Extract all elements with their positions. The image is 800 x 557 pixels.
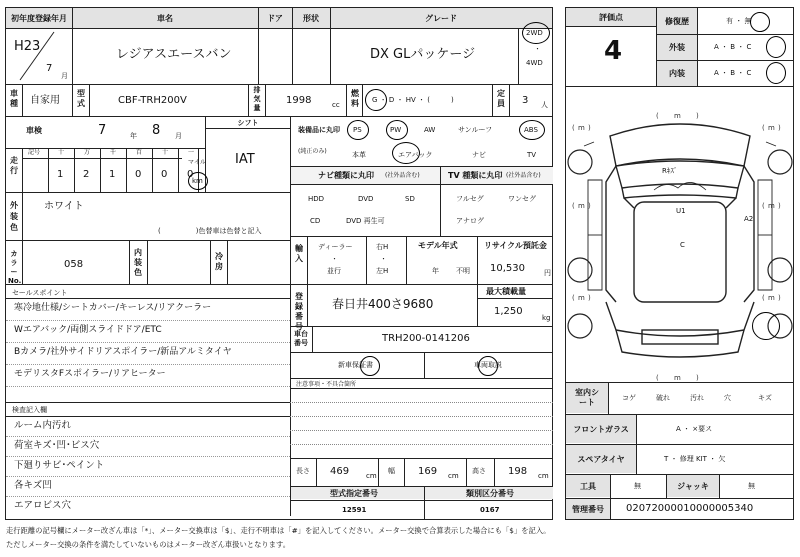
svg-text:(: ( (762, 124, 765, 132)
jack-label: ジャッキ (667, 475, 719, 497)
equip-aw: AW (424, 126, 436, 134)
mileage-digit: 0 (161, 169, 168, 180)
glass-value: A ・ ×要ス (676, 425, 713, 433)
mileage-header-cell: 十 (162, 149, 169, 156)
cc-unit: cc (332, 101, 340, 109)
eval-score: 4 (604, 36, 623, 66)
svg-text:m: m (578, 294, 585, 302)
inspector-item: 荷室キズ･凹･ビス穴 (14, 440, 100, 451)
svg-text:): ) (588, 294, 591, 302)
grade-value: DX GLパッケージ (370, 47, 476, 62)
inspector-rule (6, 476, 290, 477)
seat-label-text: 室内シート (575, 388, 599, 407)
mileage-divider (178, 148, 179, 192)
seat-option: 汚れ (690, 394, 704, 402)
import-right: 右H (376, 243, 389, 251)
max-load-label: 最大積載量 (486, 287, 526, 296)
mileage-divider (74, 148, 75, 192)
header-first-reg: 初年度登録年月 (6, 8, 72, 28)
tv-oneseg: ワンセグ (508, 195, 536, 203)
recycle-label: リサイクル預託金 (484, 241, 547, 250)
reg-date-slash (8, 28, 68, 84)
inspection-month: 8 (152, 123, 161, 138)
navi-cd: CD (310, 217, 321, 225)
notes-label: 注意事項・不具合箇所 (296, 381, 357, 388)
svg-text:(: ( (656, 374, 659, 382)
ac-label: 冷房 (215, 252, 223, 271)
import-dot-2: ・ (380, 255, 387, 263)
diagram-wheel-extra (752, 312, 780, 340)
inspector-item: ルーム内汚れ (14, 420, 72, 431)
sales-rule (6, 364, 290, 365)
equip-ps: PS (353, 126, 362, 134)
interior-color-label: 内装色 (134, 248, 142, 277)
exterior-value: ホワイト (44, 201, 84, 212)
seat-option: 破れ (656, 394, 670, 402)
sales-label: セールスポイント (12, 289, 68, 297)
mileage-digit: 1 (109, 169, 116, 180)
usage-label: 車種 (10, 89, 18, 108)
diagram-label-r: Rｷｽﾞ (662, 167, 678, 175)
notes-rule (290, 444, 553, 445)
inspector-rule (6, 496, 290, 497)
inspector-item: エアロビス穴 (14, 500, 72, 511)
equip-leather: 本革 (352, 151, 366, 159)
mileage-digit: 1 (57, 169, 64, 180)
cat-no-value: 0167 (480, 506, 500, 514)
fuel-options: G ・ D ・ HV ・ ( ) (372, 96, 454, 104)
repair-label: 修復歴 (657, 8, 697, 34)
usage-value: 自家用 (30, 95, 60, 106)
tv-label: TV 種類に丸印 (448, 171, 503, 180)
header-car-name: 車名 (72, 8, 258, 28)
type-no-value: 12591 (342, 506, 367, 514)
svg-text:(: ( (656, 112, 659, 120)
jack-value: 無 (748, 482, 755, 490)
displacement-value: 1998 (286, 95, 312, 106)
sales-rule (6, 320, 290, 321)
tools-value: 無 (634, 482, 641, 490)
cat-no-label: 類別区分番号 (466, 489, 514, 498)
svg-text:(: ( (762, 202, 765, 210)
seat-option: コゲ (622, 394, 636, 402)
glass-label: フロントガラス (566, 415, 636, 443)
mileage-digit: 0 (187, 169, 194, 180)
plate-value: 春日井400さ9680 (332, 297, 434, 311)
length-value: 469 (330, 466, 350, 477)
height-unit: cm (538, 472, 549, 480)
svg-text:): ) (696, 112, 699, 120)
equip-airbag: エアバック (398, 151, 433, 159)
import-left: 左H (376, 267, 389, 275)
int-c-circle (766, 62, 786, 84)
sales-rule (6, 386, 290, 387)
people-unit: 人 (541, 101, 548, 109)
svg-text:): ) (778, 124, 781, 132)
svg-text:): ) (588, 124, 591, 132)
import-parallel: 並行 (327, 267, 341, 275)
diagram-label-c: C (680, 241, 685, 249)
length-label: 長さ (296, 467, 310, 475)
repair-none-circle (750, 12, 770, 32)
int-options: A ・ B ・ C (714, 69, 752, 77)
disp-label: 排気量 (253, 86, 261, 112)
model-year-value: 不明 (456, 267, 470, 275)
width-unit: cm (448, 472, 459, 480)
car-name-value: レジアスエースバン (116, 47, 232, 62)
chassis-label: 車台番号 (294, 330, 308, 347)
svg-text:(: ( (762, 294, 765, 302)
inspector-item: 各キズ凹 (14, 480, 52, 491)
inspector-rule (6, 436, 290, 437)
mgmt-value: 02072000010000005340 (626, 503, 754, 514)
exterior-label: 外装色 (10, 201, 18, 232)
ext-options: A ・ B ・ C (714, 43, 752, 51)
equip-abs: ABS (524, 126, 538, 134)
recycle-value: 10,530 (490, 263, 525, 274)
mileage-header-cell: 記号 (28, 149, 41, 156)
mileage-header-cell: 千 (110, 149, 117, 156)
mileage-divider (100, 148, 101, 192)
model-year-unit: 年 (432, 267, 439, 275)
svg-text:m: m (674, 374, 681, 382)
navi-sub: (社外品含む) (385, 172, 420, 179)
model-value: CBF-TRH200V (118, 95, 187, 106)
tv-fullseg: フルセグ (456, 195, 484, 203)
mileage-label: 走行 (10, 156, 18, 175)
eval-label: 評価点 (566, 8, 656, 26)
mileage-header-cell: 一 (188, 149, 195, 156)
inspection-year: 7 (98, 123, 107, 138)
ext-label: 外装 (657, 34, 697, 60)
import-dot-1: ・ (331, 255, 338, 263)
svg-text:): ) (778, 202, 781, 210)
reg-month: 7 (46, 63, 53, 74)
svg-text:m: m (578, 124, 585, 132)
color-no-value: 058 (64, 259, 84, 270)
mile-label: マイル (188, 159, 206, 166)
capacity-label: 定員 (497, 89, 505, 108)
navi-dvd: DVD (358, 195, 374, 203)
chassis-value: TRH200-0141206 (382, 333, 470, 344)
seat-option: キズ (758, 394, 772, 402)
capacity-value: 3 (522, 95, 529, 106)
equip-tv: TV (527, 151, 537, 159)
max-load-value: 1,250 (494, 306, 523, 317)
mileage-digit: 2 (83, 169, 90, 180)
color-no-label: カラーNo. (8, 250, 22, 285)
notes-rule (290, 402, 553, 403)
drive-4wd: 4WD (526, 59, 543, 67)
ext-c-circle (766, 36, 786, 58)
spare-value: T ・ 修理 KIT ・ 欠 (664, 455, 726, 463)
header-grade: グレード (330, 8, 552, 28)
int-label: 内装 (657, 60, 697, 86)
notes-rule (290, 430, 553, 431)
navi-sd: SD (405, 195, 415, 203)
plate-label: 登録番号 (295, 292, 303, 331)
navi-label: ナビ種類に丸印 (318, 171, 374, 180)
inspector-label: 検査記入欄 (12, 406, 47, 414)
sales-point-item: モデリスタFスポイラー/リアヒーター (14, 369, 166, 379)
mileage-divider (152, 148, 153, 192)
height-value: 198 (508, 466, 528, 477)
svg-text:m: m (578, 202, 585, 210)
navi-dvd-play: DVD 再生可 (346, 217, 385, 225)
tools-label: 工具 (566, 475, 610, 497)
footer-line-2: ただしメーター交換の条件を満たしていないものはメーター改ざん車扱いとなります。 (6, 540, 290, 549)
equip-pw: PW (390, 126, 402, 134)
diagram-label-u1: U1 (676, 207, 686, 215)
equip-sunroof: サンルーフ (458, 126, 493, 134)
header-door: ドア (258, 8, 292, 28)
equipment-sub: (純正のみ) (298, 148, 327, 155)
repair-options: 有 ・ 無 (726, 17, 752, 25)
km-label: km (192, 177, 203, 185)
mileage-divider (126, 148, 127, 192)
mileage-header-cell: 百 (136, 149, 143, 156)
svg-text:m: m (674, 112, 681, 120)
width-label: 幅 (388, 467, 395, 475)
svg-text:(: ( (572, 202, 575, 210)
inspection-label: 車検 (26, 126, 42, 135)
mileage-divider (48, 148, 49, 192)
inspection-year-unit: 年 (130, 132, 137, 140)
type-no-label: 型式指定番号 (330, 489, 378, 498)
seat-label (566, 383, 608, 413)
import-dealer: ディーラー (318, 243, 353, 251)
sales-point-item: Wエアバック/両側スライドドア/ETC (14, 325, 162, 335)
navi-hdd: HDD (308, 195, 325, 203)
max-load-unit: kg (542, 314, 551, 322)
seat-option: 穴 (724, 394, 731, 402)
mileage-digit: 0 (135, 169, 142, 180)
svg-text:(: ( (572, 294, 575, 302)
length-unit: cm (366, 472, 377, 480)
shift-label: シフト (206, 117, 290, 128)
reg-era: H23 (14, 39, 41, 54)
diagram-label-a2: A2 (744, 215, 754, 223)
drive-2wd: 2WD (526, 29, 543, 37)
header-body-type: 形状 (292, 8, 330, 28)
recycle-unit: 円 (544, 269, 551, 277)
svg-text:m: m (768, 202, 775, 210)
tv-sub: (社外品含む) (506, 172, 541, 179)
inspector-rule (6, 456, 290, 457)
model-label: 型式 (77, 89, 85, 108)
drive-dot: ・ (534, 45, 541, 53)
svg-text:): ) (778, 294, 781, 302)
width-value: 169 (418, 466, 438, 477)
footer-line-1: 走行距離の記号欄にメーター改ざん車は「*」、メーター交換車は「$」、走行不明車は「#」を記入してください。メーター交換で合算表示した場合にも「$」を記入。 (6, 526, 551, 535)
mgmt-label: 管理番号 (566, 499, 610, 519)
exterior-note: ( )色替車は色替と記入 (158, 227, 262, 235)
height-label: 高さ (472, 467, 486, 475)
sales-rule (6, 342, 290, 343)
reg-month-unit: 月 (61, 72, 68, 80)
new-car-warranty: 新車保証書 (338, 361, 373, 369)
mileage-header-cell: 万 (84, 149, 91, 156)
import-label: 輸入 (295, 244, 303, 263)
fuel-label: 燃料 (351, 89, 359, 108)
svg-text:(: ( (572, 124, 575, 132)
shift-value: IAT (235, 152, 255, 167)
equipment-label: 装備品に丸印 (298, 126, 340, 134)
sales-point-item: Bカメラ/社外サイドリアスポイラー/新品アルミタイヤ (14, 347, 232, 357)
inspection-month-unit: 月 (175, 132, 182, 140)
equip-navi: ナビ (472, 151, 486, 159)
sales-point-item: 寒冷地仕様/シートカバー/キーレス/リアクーラー (14, 303, 212, 313)
svg-text:m: m (768, 294, 775, 302)
inspector-item: 下廻りサビ･ペイント (14, 460, 105, 471)
tv-analog: アナログ (456, 217, 484, 225)
manual-label: 車両取説 (474, 361, 502, 369)
notes-rule (290, 416, 553, 417)
svg-text:): ) (696, 374, 699, 382)
spare-label: スペアタイヤ (566, 445, 636, 473)
svg-text:): ) (588, 202, 591, 210)
svg-text:m: m (768, 124, 775, 132)
mileage-header-cell: 十 (58, 149, 65, 156)
model-year-label: モデル年式 (418, 241, 458, 250)
